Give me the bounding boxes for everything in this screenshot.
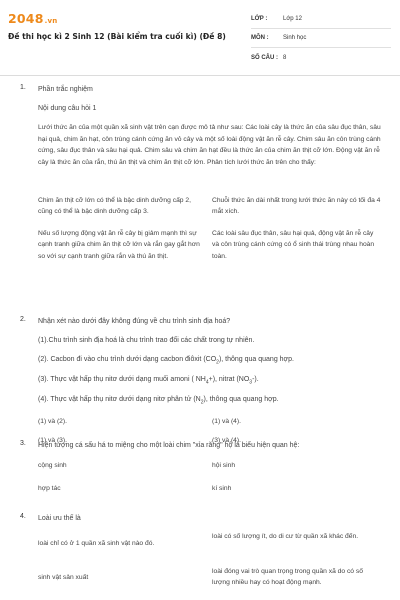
question-statement — [38, 394, 279, 409]
answer-option[interactable]: Các loài sâu đục thân, sâu hại quả, động vật ăn rễ cây và côn trùng cánh cứng có ổ sinh thái trùng nhau hoàn toàn. — [212, 230, 375, 260]
meta-value: Lớp 12 — [283, 16, 302, 22]
statement-subscript: 2 — [200, 399, 204, 406]
question-number: 4. — [20, 513, 26, 520]
question-number: 2. — [20, 316, 26, 323]
question-passage: Lưới thức ăn của một quần xã sinh vật trên cạn được mô tả như sau: Các loài cây là thức ăn của sâu đục thân, sâu hại quả, chim ăn hạt, côn trùng cánh cứng ăn vỏ cây và một số loài động vật ăn rễ cây. Chim sâu ăn côn trùng cánh cứng, sâu đục thân và sâu hại quả. Chim sâu và chim ăn hạt đều là thức ăn của chim ăn thịt cỡ lớn. Động vật ăn rễ cây là thức ăn của rắn, thú ăn thịt và chim ăn thịt cỡ lớn. Phân tích lưới thức ăn trên cho thấy: — [38, 124, 381, 166]
question-subtitle: Nội dung câu hỏi 1 — [38, 105, 97, 112]
answer-option[interactable]: cộng sinh — [38, 462, 67, 469]
meta-row-count — [251, 48, 391, 67]
logo-main: 2048 — [8, 11, 44, 26]
exam-header — [0, 0, 400, 76]
statement-text: +), nitrat (NO — [208, 376, 250, 383]
exam-meta-table — [251, 10, 391, 67]
statement-subscript: 3 — [249, 379, 253, 386]
meta-row-class — [251, 10, 391, 29]
statement-text: (4). Thực vật hấp thụ nitơ dưới dạng nitơ phân tử (N — [38, 396, 201, 403]
statement-subscript: 2 — [216, 359, 219, 366]
answer-option[interactable]: kí sinh — [212, 485, 232, 492]
statement-text: ), thông qua quang hợp. — [203, 396, 279, 403]
meta-value: Sinh học — [283, 35, 307, 41]
question-title: Phần trắc nghiệm — [38, 86, 93, 93]
statement-text: (1).Chu trình sinh địa hoá là chu trình trao đổi các chất trong tự nhiên. — [38, 337, 255, 344]
meta-key: MÔN : — [251, 35, 269, 41]
answer-option[interactable]: loài chỉ có ở 1 quần xã sinh vật nào đó. — [38, 540, 155, 547]
question-statement — [38, 354, 294, 369]
exam-title: Đề thi học kì 2 Sinh 12 (Bài kiểm tra cuối kì) (Đề 8) — [8, 32, 226, 41]
question-number: 1. — [20, 84, 26, 91]
statement-text: -). — [252, 376, 259, 383]
meta-value: 8 — [283, 54, 287, 61]
answer-option[interactable]: hợp tác — [38, 485, 61, 492]
meta-key: LỚP : — [251, 16, 268, 22]
question-number: 3. — [20, 440, 26, 447]
answer-option[interactable]: (1) và (3). — [38, 437, 67, 444]
statement-text: (3). Thực vật hấp thụ nitơ dưới dạng muối amoni ( NH — [38, 376, 206, 383]
question-title: Loài ưu thế là — [38, 515, 81, 522]
answer-option[interactable]: Chuỗi thức ăn dài nhất trong lưới thức ăn này có tối đa 4 mắt xích. — [212, 197, 381, 216]
question-statement — [38, 335, 254, 347]
answer-option[interactable]: Nếu số lượng động vật ăn rễ cây bị giảm mạnh thì sự cạnh tranh giữa chim ăn thịt cỡ lớn và rắn gay gắt hơn so với sự cạnh tranh giữa rắn và thú ăn thịt. — [38, 230, 200, 260]
answer-option[interactable]: sinh vật sản xuất — [38, 574, 89, 581]
answer-option[interactable]: (1) và (2). — [38, 418, 67, 425]
question-title: Nhận xét nào dưới đây không đúng về chu trình sinh địa hoá? — [38, 318, 231, 325]
meta-row-subject — [251, 29, 391, 48]
answer-option[interactable]: loài có số lượng ít, do di cư từ quần xã khác đến. — [212, 533, 359, 540]
statement-subscript: 4 — [205, 379, 209, 386]
question-statement — [38, 374, 259, 389]
answer-option[interactable]: (3) và (4). — [212, 437, 241, 444]
meta-key: SỐ CÂU : — [251, 54, 278, 61]
statement-text: (2). Cacbon đi vào chu trình dưới dạng cacbon điôxit (CO — [38, 356, 217, 363]
answer-option[interactable]: (1) và (4). — [212, 418, 241, 425]
question-title: Hiện tượng cá sấu há to miệng cho một loài chim "xỉa răng" hộ là biểu hiện quan hệ: — [38, 442, 300, 449]
answer-option[interactable]: hội sinh — [212, 462, 236, 469]
answer-option[interactable]: loài đóng vai trò quan trọng trong quần xã do có số lượng nhiều hay có hoạt động mạnh. — [212, 568, 363, 587]
site-logo[interactable] — [8, 11, 57, 26]
logo-tld: .vn — [44, 17, 58, 25]
statement-text: ), thông qua quang hợp. — [218, 356, 294, 363]
answer-option[interactable]: Chim ăn thịt cỡ lớn có thể là bậc dinh dưỡng cấp 2, cũng có thể là bậc dinh dưỡng cấp 3. — [38, 197, 191, 216]
